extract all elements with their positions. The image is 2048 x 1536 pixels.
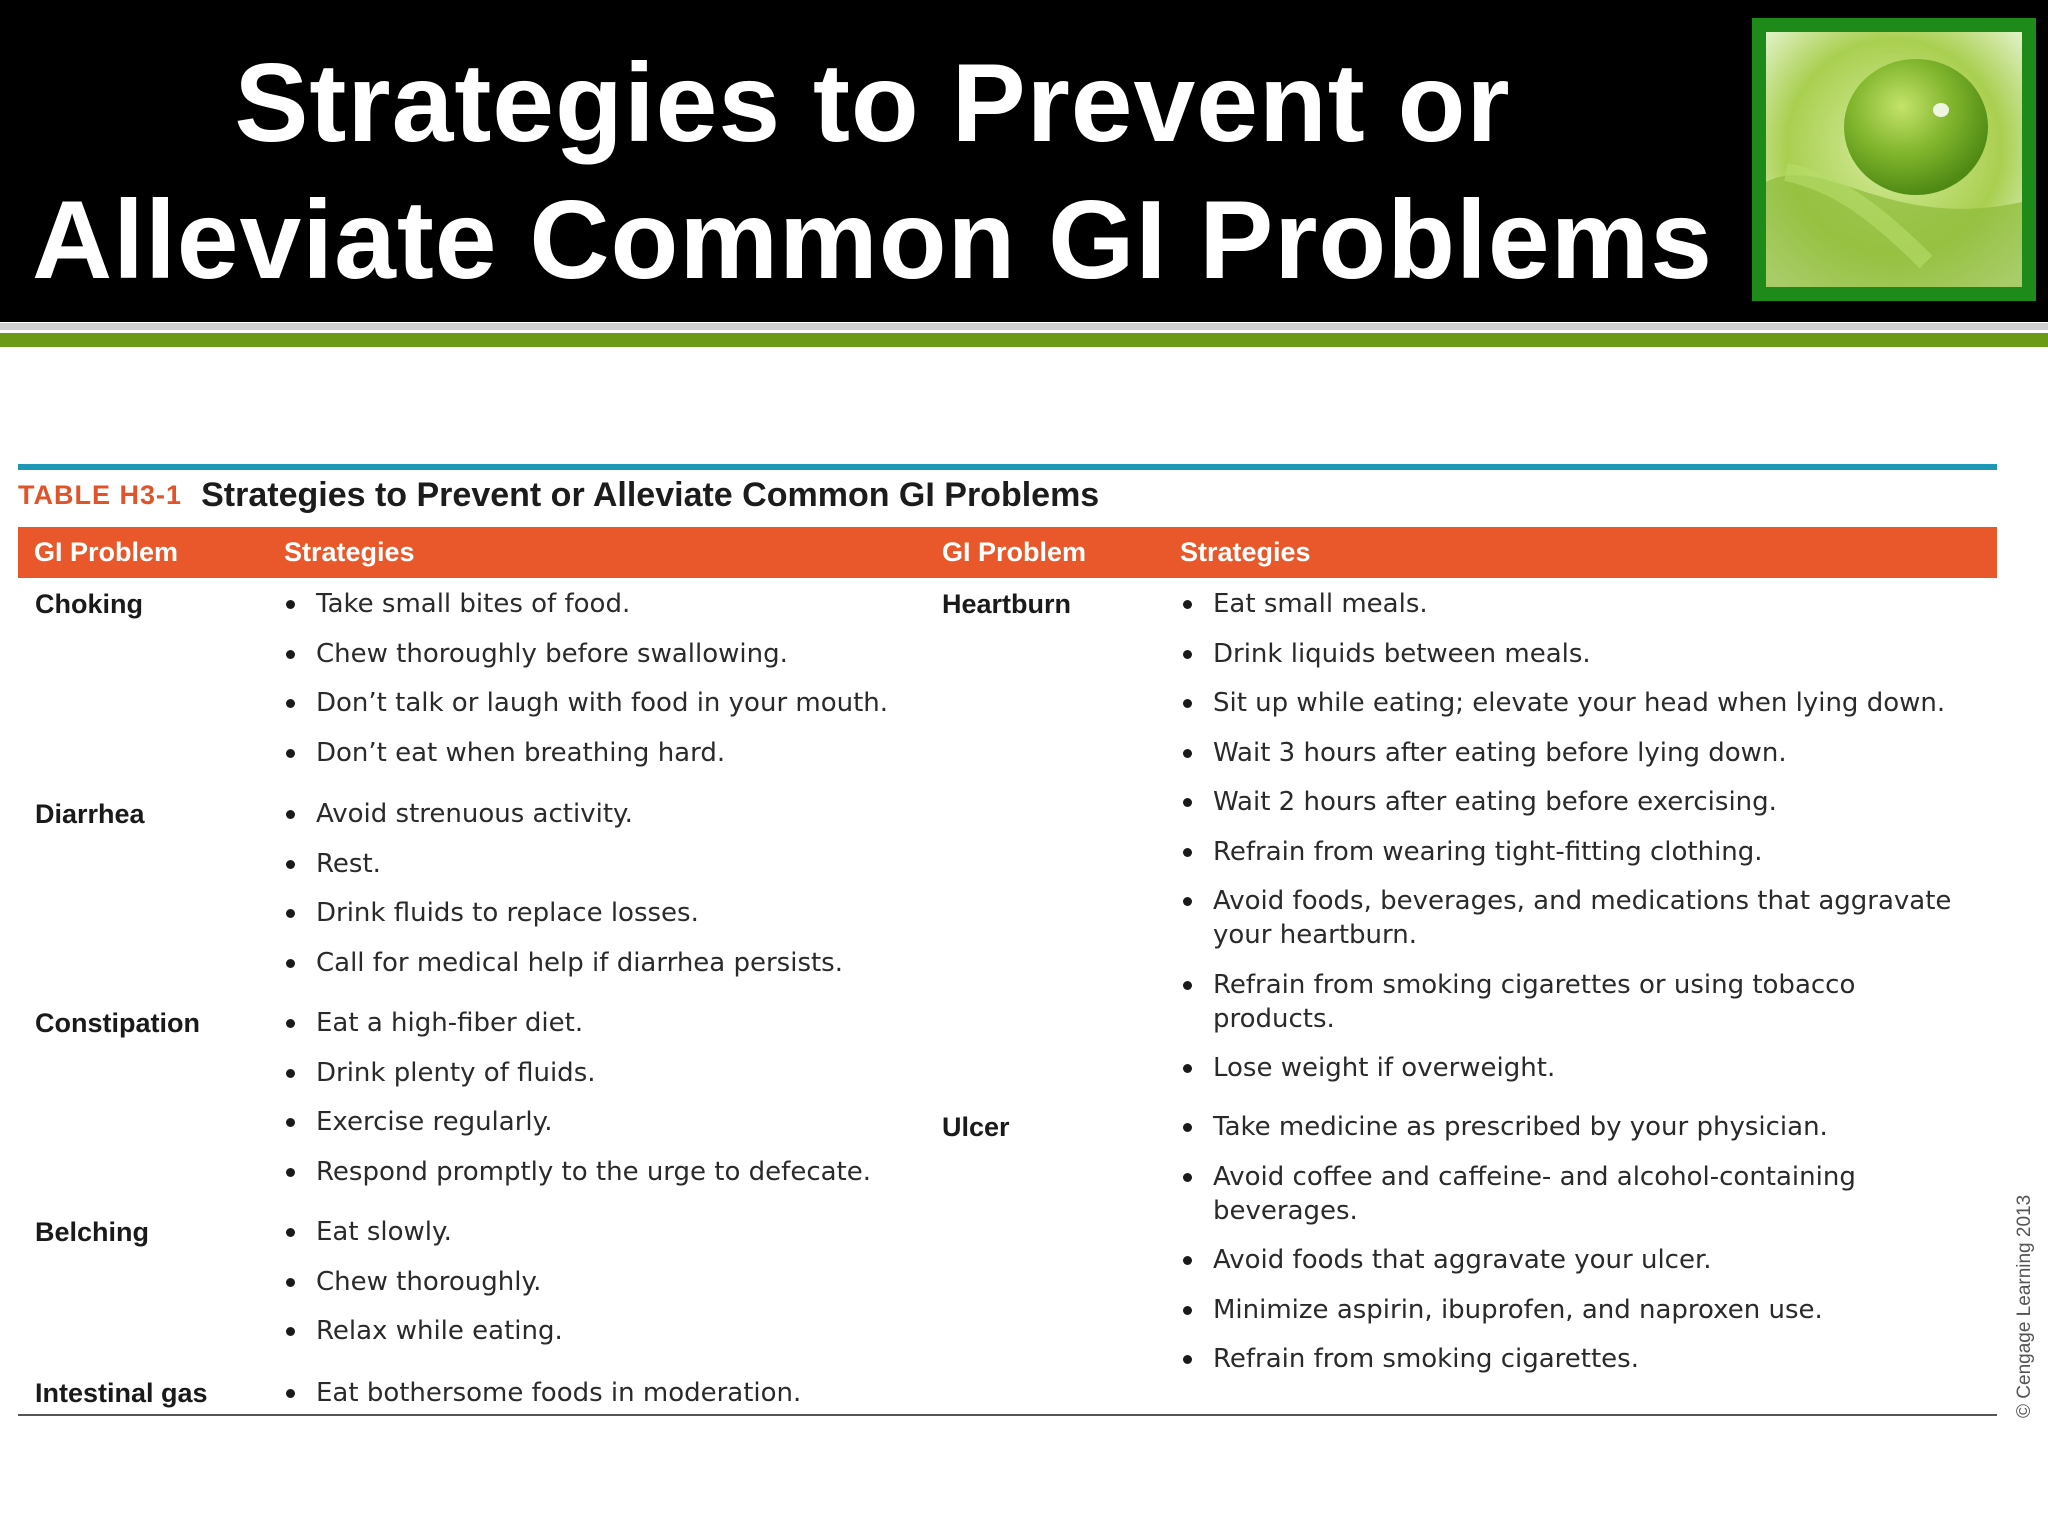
header-gi-problem-right: GI Problem xyxy=(942,537,1087,567)
strategy-item: Take medicine as prescribed by your physician. xyxy=(1180,1110,1970,1144)
table-caption xyxy=(18,476,1099,526)
header-divider xyxy=(0,323,2048,330)
green-pea-photo-icon xyxy=(1752,18,2036,301)
table-title: Strategies to Prevent or Alleviate Common GI Problems xyxy=(201,476,1100,514)
strategy-item: Minimize aspirin, ibuprofen, and naproxen use. xyxy=(1180,1293,1970,1327)
strategy-item: Relax while eating. xyxy=(283,1314,943,1348)
strategy-item: Rest. xyxy=(283,847,943,881)
strategy-item: Drink fluids to replace losses. xyxy=(283,896,943,930)
strategy-item: Avoid foods, beverages, and medications that aggravate your heartburn. xyxy=(1180,884,1970,952)
problem-name: Intestinal gas xyxy=(35,1378,208,1408)
strategy-list xyxy=(283,1215,943,1364)
table-label: TABLE H3-1 xyxy=(18,480,183,510)
header-gi-problem-left: GI Problem xyxy=(34,537,179,567)
strategy-item: Chew thoroughly. xyxy=(283,1265,943,1299)
strategy-item: Refrain from smoking cigarettes. xyxy=(1180,1342,1970,1376)
table-bottom-rule xyxy=(18,1414,1997,1416)
copyright-notice: © Cengage Learning 2013 xyxy=(2014,1194,2035,1418)
table-header-row xyxy=(18,527,1997,578)
strategy-item: Take small bites of food. xyxy=(283,587,943,621)
strategy-item: Eat small meals. xyxy=(1180,587,1970,621)
strategy-list xyxy=(1180,587,1970,1101)
header-accent-bar xyxy=(0,333,2048,347)
strategy-item: Eat slowly. xyxy=(283,1215,943,1249)
strategy-list xyxy=(283,797,943,995)
strategy-item: Drink liquids between meals. xyxy=(1180,637,1970,671)
header-strategies-left: Strategies xyxy=(284,537,415,567)
strategy-list xyxy=(1180,1110,1970,1392)
strategy-item: Lose weight if overweight. xyxy=(1180,1051,1970,1085)
problem-name: Constipation xyxy=(35,1008,200,1038)
slide-title-line-2: Alleviate Common GI Problems xyxy=(31,178,1714,302)
strategy-item: Wait 2 hours after eating before exercising. xyxy=(1180,785,1970,819)
strategy-item: Eat bothersome foods in moderation. xyxy=(283,1376,943,1410)
strategy-list xyxy=(283,1006,943,1204)
strategy-item: Refrain from wearing tight-fitting clothing. xyxy=(1180,835,1970,869)
header-strategies-right: Strategies xyxy=(1180,537,1311,567)
slide-header xyxy=(0,0,2048,322)
table-top-rule xyxy=(18,464,1997,470)
problem-name: Belching xyxy=(35,1217,150,1247)
strategy-item: Wait 3 hours after eating before lying down. xyxy=(1180,736,1970,770)
strategy-item: Sit up while eating; elevate your head when lying down. xyxy=(1180,686,1970,720)
strategy-list xyxy=(283,1376,943,1426)
strategy-item: Avoid foods that aggravate your ulcer. xyxy=(1180,1243,1970,1277)
problem-name: Heartburn xyxy=(942,589,1072,619)
problem-name: Choking xyxy=(35,589,143,619)
problem-name: Diarrhea xyxy=(35,799,145,829)
problem-name: Ulcer xyxy=(942,1112,1010,1142)
strategy-item: Eat a high-fiber diet. xyxy=(283,1006,943,1040)
slide-title-line-1: Strategies to Prevent or xyxy=(234,41,1511,165)
strategy-item: Refrain from smoking cigarettes or using tobacco products. xyxy=(1180,968,1970,1036)
strategy-list xyxy=(283,587,943,785)
strategy-item: Avoid coffee and caffeine- and alcohol-containing beverages. xyxy=(1180,1160,1970,1228)
strategy-item: Respond promptly to the urge to defecate. xyxy=(283,1155,943,1189)
strategy-item: Call for medical help if diarrhea persists. xyxy=(283,946,943,980)
slide-title xyxy=(0,35,1745,309)
strategy-item: Drink plenty of fluids. xyxy=(283,1056,943,1090)
strategy-item: Don’t eat when breathing hard. xyxy=(283,736,943,770)
strategy-item: Exercise regularly. xyxy=(283,1105,943,1139)
strategy-item: Avoid strenuous activity. xyxy=(283,797,943,831)
strategy-item: Chew thoroughly before swallowing. xyxy=(283,637,943,671)
strategy-item: Don’t talk or laugh with food in your mouth. xyxy=(283,686,943,720)
